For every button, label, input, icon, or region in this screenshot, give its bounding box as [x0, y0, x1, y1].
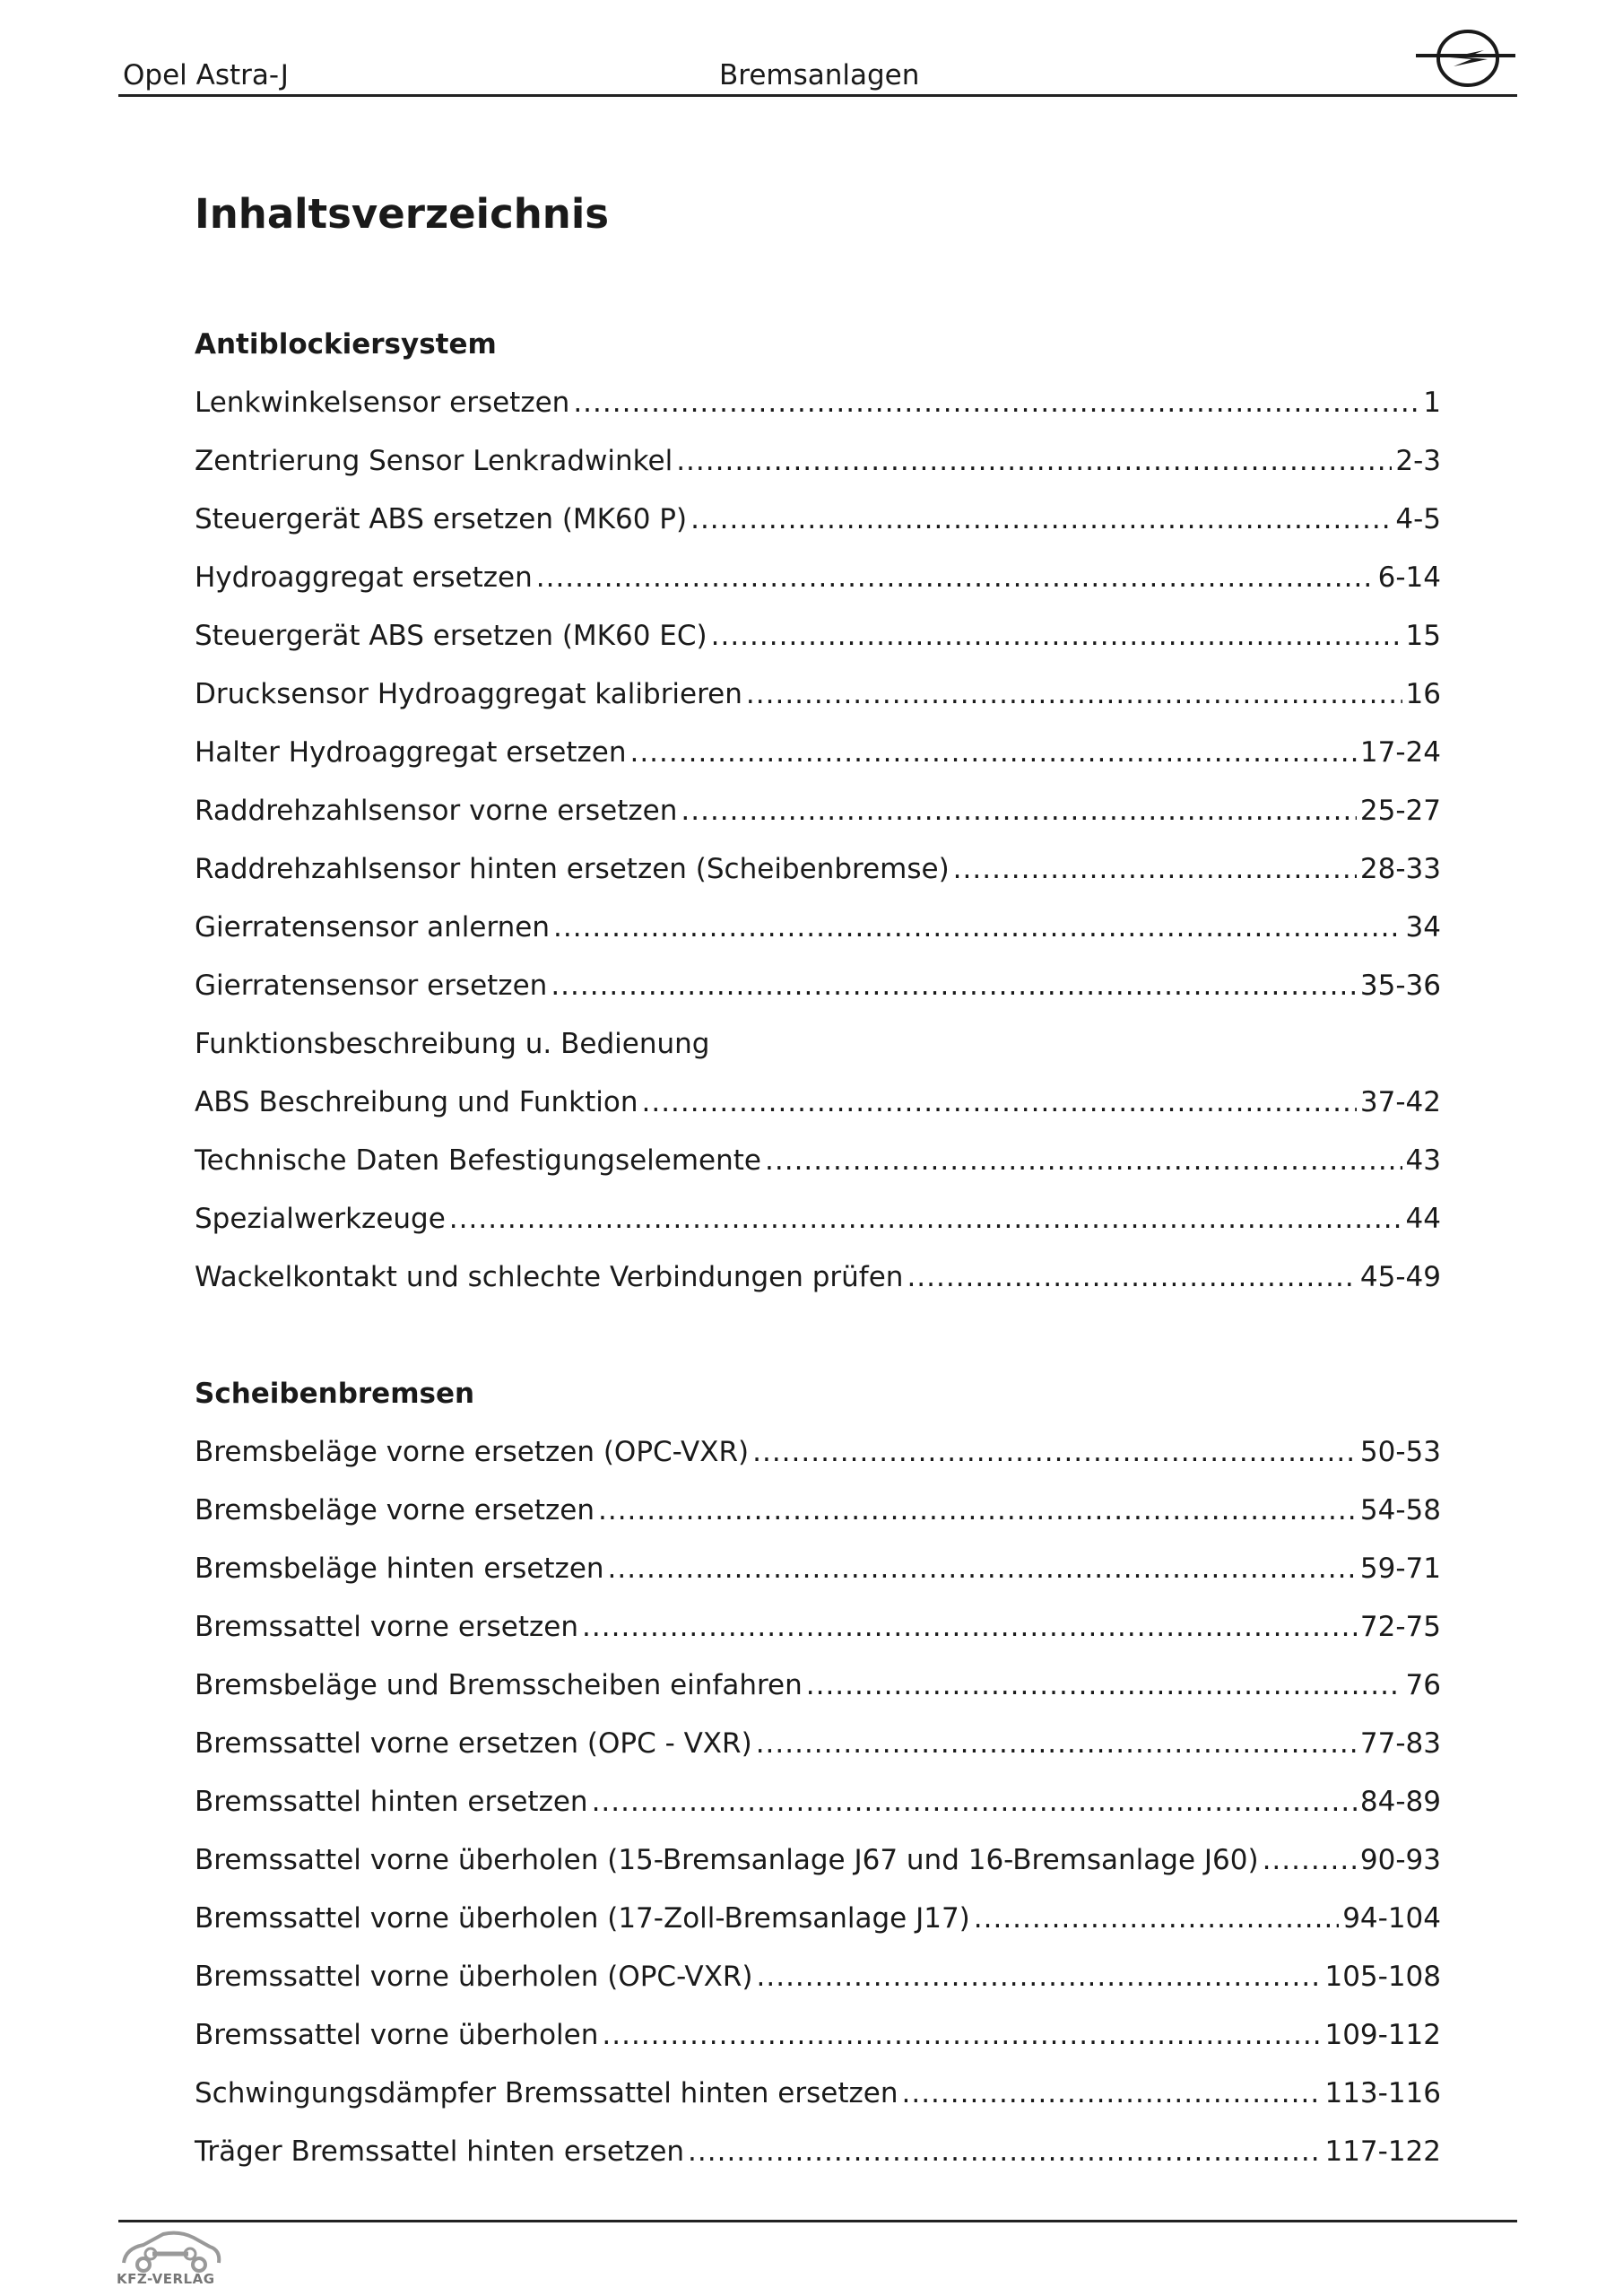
- toc-entry-page: 72-75: [1359, 1611, 1441, 1643]
- toc-leader-dots: [953, 840, 1357, 899]
- toc-entry-page: 4-5: [1395, 503, 1441, 535]
- toc-entry[interactable]: [195, 1190, 1441, 1248]
- toc-leader-dots: [902, 2065, 1322, 2123]
- toc-entry-label: Bremsbeläge und Bremsscheiben einfahren: [195, 1669, 803, 1701]
- toc-entry-page: 25-27: [1359, 795, 1441, 827]
- toc-entry-page: 105-108: [1324, 1961, 1441, 1993]
- toc-entry[interactable]: [195, 1248, 1441, 1307]
- toc-entry-label: Funktionsbeschreibung u. Bedienung: [195, 1028, 710, 1060]
- toc-leader-dots: [598, 1482, 1357, 1540]
- toc-leader-dots: [553, 899, 1402, 957]
- toc-entry[interactable]: [195, 957, 1441, 1015]
- toc-leader-dots: [806, 1657, 1402, 1715]
- toc-entry[interactable]: [195, 1482, 1441, 1540]
- toc-entry[interactable]: [195, 1831, 1441, 1890]
- toc-entry-label: Bremsbeläge hinten ersetzen: [195, 1552, 604, 1585]
- toc-leader-dots: [449, 1190, 1402, 1248]
- toc-leader-dots: [974, 1890, 1339, 1948]
- toc-entry-label: Bremssattel hinten ersetzen: [195, 1786, 588, 1818]
- toc-entry[interactable]: [195, 432, 1441, 491]
- toc-entry[interactable]: [195, 1540, 1441, 1598]
- toc-entry[interactable]: [195, 607, 1441, 665]
- toc-leader-dots: [602, 2006, 1321, 2065]
- toc-entry-page: 44: [1405, 1203, 1441, 1235]
- section-heading: Scheibenbremsen: [195, 1378, 475, 1410]
- toc-entry-page: 59-71: [1359, 1552, 1441, 1585]
- toc-entry[interactable]: [195, 1773, 1441, 1831]
- toc-entry-label: Bremssattel vorne überholen (OPC-VXR): [195, 1961, 753, 1993]
- toc-entry-label: Bremssattel vorne ersetzen: [195, 1611, 579, 1643]
- toc-entry[interactable]: [195, 782, 1441, 840]
- toc-leader-dots: [582, 1598, 1357, 1657]
- header-rule: [118, 94, 1517, 97]
- toc-entry-label: Bremssattel vorne überholen (15-Bremsanlage J67 und 16-Bremsanlage J60): [195, 1844, 1259, 1876]
- toc-entry-page: 35-36: [1359, 970, 1441, 1002]
- toc-entry-page: 16: [1405, 678, 1441, 710]
- toc-entry-page: 54-58: [1359, 1494, 1441, 1526]
- toc-leader-dots: [536, 549, 1375, 607]
- toc-entry-label: Halter Hydroaggregat ersetzen: [195, 736, 627, 769]
- toc-leader-dots: [765, 1132, 1402, 1190]
- toc-entry-page: 43: [1405, 1144, 1441, 1177]
- toc-entry-page: 109-112: [1324, 2019, 1441, 2051]
- toc-entry-page: 37-42: [1359, 1086, 1441, 1118]
- toc-subheading: [195, 1015, 1441, 1074]
- toc-leader-dots: [1263, 1831, 1357, 1890]
- toc-entry-page: 50-53: [1359, 1436, 1441, 1468]
- toc-leader-dots: [690, 491, 1392, 549]
- toc-entry-page: 17-24: [1359, 736, 1441, 769]
- section-spacer: [195, 1307, 1441, 1365]
- toc-entry-page: 45-49: [1359, 1261, 1441, 1293]
- page-title: Inhaltsverzeichnis: [195, 190, 610, 238]
- toc-leader-dots: [592, 1773, 1357, 1831]
- toc-leader-dots: [756, 1715, 1357, 1773]
- toc-entry-page: 94-104: [1342, 1902, 1441, 1935]
- toc-entry-label: Bremsbeläge vorne ersetzen: [195, 1494, 595, 1526]
- toc-entry-label: Hydroaggregat ersetzen: [195, 561, 533, 594]
- toc-entry[interactable]: [195, 1132, 1441, 1190]
- toc-entry-label: ABS Beschreibung und Funktion: [195, 1086, 638, 1118]
- toc-entry-page: 90-93: [1359, 1844, 1441, 1876]
- toc-entry[interactable]: [195, 549, 1441, 607]
- toc-entry-page: 76: [1405, 1669, 1441, 1701]
- toc-entry[interactable]: [195, 1423, 1441, 1482]
- toc-entry-label: Bremssattel vorne ersetzen (OPC - VXR): [195, 1727, 752, 1760]
- toc-leader-dots: [629, 724, 1356, 782]
- toc-entry[interactable]: [195, 1598, 1441, 1657]
- toc-entry[interactable]: [195, 665, 1441, 724]
- toc-leader-dots: [681, 782, 1357, 840]
- toc-entry-label: Drucksensor Hydroaggregat kalibrieren: [195, 678, 742, 710]
- page-header: [118, 54, 1517, 99]
- header-vehicle-model: Opel Astra-J: [123, 59, 289, 91]
- toc-leader-dots: [757, 1948, 1322, 2006]
- section-heading: Antiblockiersystem: [195, 328, 497, 361]
- toc-entry[interactable]: [195, 1890, 1441, 1948]
- toc-entry-page: 2-3: [1395, 445, 1441, 477]
- toc-entry[interactable]: [195, 2006, 1441, 2065]
- toc-leader-dots: [551, 957, 1357, 1015]
- toc-entry-label: Steuergerät ABS ersetzen (MK60 P): [195, 503, 688, 535]
- toc-entry-label: Steuergerät ABS ersetzen (MK60 EC): [195, 620, 707, 652]
- footer-logo-text: KFZ-VERLAG: [117, 2271, 215, 2287]
- toc-entry[interactable]: [195, 1074, 1441, 1132]
- toc-entry-page: 1: [1423, 387, 1441, 419]
- toc-entry-page: 117-122: [1324, 2135, 1441, 2168]
- toc-entry-label: Lenkwinkelsensor ersetzen: [195, 387, 570, 419]
- toc-entry[interactable]: [195, 840, 1441, 899]
- toc-entry[interactable]: [195, 2123, 1441, 2181]
- toc-entry[interactable]: [195, 2065, 1441, 2123]
- toc-entry[interactable]: [195, 374, 1441, 432]
- toc-entry[interactable]: [195, 491, 1441, 549]
- toc-leader-dots: [608, 1540, 1357, 1598]
- toc-entry-label: Träger Bremssattel hinten ersetzen: [195, 2135, 685, 2168]
- toc-entry-page: 84-89: [1359, 1786, 1441, 1818]
- toc-leader-dots: [676, 432, 1392, 491]
- table-of-contents: [195, 316, 1441, 2181]
- toc-leader-dots: [711, 607, 1402, 665]
- toc-entry-label: Raddrehzahlsensor hinten ersetzen (Scheibenbremse): [195, 853, 950, 885]
- toc-entry[interactable]: [195, 899, 1441, 957]
- opel-blitz-logo-icon: [1414, 27, 1517, 90]
- toc-entry[interactable]: [195, 724, 1441, 782]
- toc-entry-page: 15: [1405, 620, 1441, 652]
- toc-entry-page: 34: [1405, 911, 1441, 944]
- toc-entry[interactable]: [195, 1657, 1441, 1715]
- toc-entry-page: 113-116: [1324, 2077, 1441, 2109]
- footer-rule: [118, 2220, 1517, 2222]
- toc-entry-label: Wackelkontakt und schlechte Verbindungen prüfen: [195, 1261, 904, 1293]
- toc-leader-dots: [907, 1248, 1356, 1307]
- toc-entry-label: Spezialwerkzeuge: [195, 1203, 446, 1235]
- toc-entry-label: Raddrehzahlsensor vorne ersetzen: [195, 795, 678, 827]
- toc-leader-dots: [752, 1423, 1357, 1482]
- toc-entry-label: Bremssattel vorne überholen: [195, 2019, 599, 2051]
- toc-entry-label: Bremsbeläge vorne ersetzen (OPC-VXR): [195, 1436, 750, 1468]
- toc-entry-label: Technische Daten Befestigungselemente: [195, 1144, 762, 1177]
- toc-entry-label: Schwingungsdämpfer Bremssattel hinten ersetzen: [195, 2077, 898, 2109]
- toc-entry-label: Zentrierung Sensor Lenkradwinkel: [195, 445, 673, 477]
- toc-entry-page: 77-83: [1359, 1727, 1441, 1760]
- toc-entry-label: Gierratensensor anlernen: [195, 911, 551, 944]
- toc-entry-page: 6-14: [1377, 561, 1441, 594]
- toc-entry-page: 28-33: [1359, 853, 1441, 885]
- toc-leader-dots: [688, 2123, 1321, 2181]
- toc-leader-dots: [746, 665, 1402, 724]
- toc-entry-label: Bremssattel vorne überholen (17-Zoll-Bremsanlage J17): [195, 1902, 970, 1935]
- toc-entry[interactable]: [195, 1948, 1441, 2006]
- header-chapter-title: Bremsanlagen: [719, 59, 920, 91]
- toc-entry[interactable]: [195, 1715, 1441, 1773]
- toc-entry-label: Gierratensensor ersetzen: [195, 970, 548, 1002]
- toc-leader-dots: [642, 1074, 1357, 1132]
- toc-leader-dots: [573, 374, 1419, 432]
